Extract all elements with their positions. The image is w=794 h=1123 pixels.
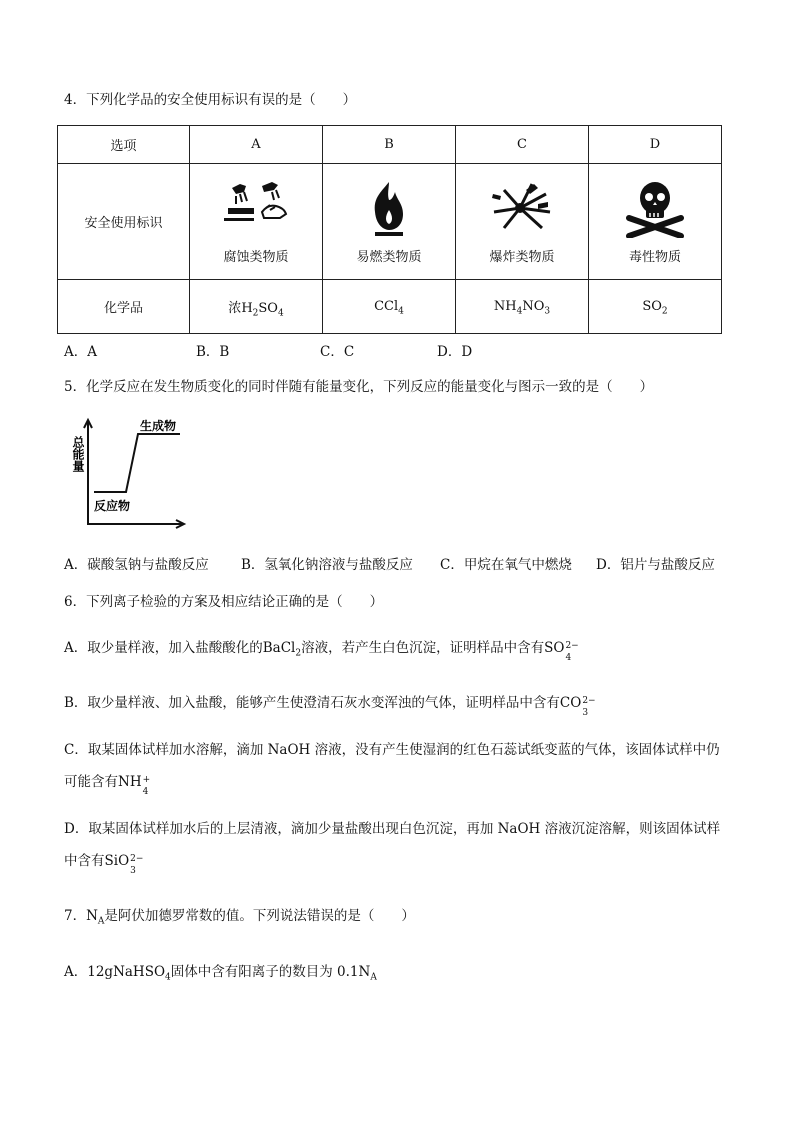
skull-crossbones-icon	[617, 178, 693, 238]
col-c: C	[456, 126, 589, 164]
corrosive-icon	[218, 178, 294, 238]
explosion-icon	[484, 178, 560, 238]
q6-option-a: A．取少量样液，加入盐酸酸化的BaCl$_2$溶液，若产生白色沉淀，证明样品中含有SO 2− 4	[64, 640, 579, 663]
col-b: B	[323, 126, 456, 164]
sign-cell-d	[589, 164, 722, 280]
reactant-label: 反应物	[94, 499, 131, 513]
col-d: D	[589, 126, 722, 164]
q5-stem: 5．化学反应在发生物质变化的同时伴随有能量变化，下列反应的能量变化与图示一致的是（ ）	[64, 379, 654, 395]
header-label: 选项	[58, 126, 190, 164]
flame-icon	[351, 178, 427, 238]
sign-cell-b	[323, 164, 456, 280]
sign-caption-d: 毒性物质	[628, 250, 681, 265]
q5-option-d: D．铝片与盐酸反应	[596, 557, 715, 573]
chem-row-label: 化学品	[58, 280, 190, 334]
q6-stem: 6．下列离子检验的方案及相应结论正确的是（ ）	[64, 594, 384, 610]
chem-b: CCl$_4$	[323, 280, 456, 334]
q4-option-b: B．B	[196, 344, 230, 360]
q4-option-c: C．C	[320, 344, 355, 360]
q7-option-a: A．12gNaHSO$_4$固体中含有阳离子的数目为 $0.1N_A$	[64, 964, 377, 983]
q5-option-a: A．碳酸氢钠与盐酸反应	[64, 557, 209, 573]
q7-stem: 7．$N_A$是阿伏加德罗常数的值。下列说法错误的是（ ）	[64, 908, 415, 927]
energy-diagram	[64, 412, 194, 536]
sign-cell-c	[456, 164, 589, 280]
q4-table	[57, 125, 722, 334]
sign-caption-b: 易燃类物质	[356, 250, 422, 265]
q4-option-d: D．D	[437, 344, 473, 360]
chem-d: $SO_2$	[589, 280, 722, 334]
q5-option-c: C．甲烷在氧气中燃烧	[440, 557, 572, 573]
q5-option-b: B．氢氧化钠溶液与盐酸反应	[241, 557, 413, 573]
q6-option-c-line1: C．取某固体试样加水溶解，滴加 NaOH 溶液，没有产生使湿润的红色石蕊试纸变蓝的气体，该固体试样中仍	[64, 742, 720, 758]
chem-a: 浓$H_2SO_4$	[190, 280, 323, 334]
sign-caption-c: 爆炸类物质	[489, 250, 555, 265]
q6-option-d-line2: 中含有SiO 2− 3	[64, 853, 144, 876]
q4-stem: 4．下列化学品的安全使用标识有误的是（ ）	[64, 92, 357, 108]
y-axis-label: 总能量	[71, 436, 85, 472]
q4-option-a: A．A	[64, 344, 97, 360]
sign-caption-a: 腐蚀类物质	[223, 250, 289, 265]
q6-option-d-line1: D．取某固体试样加水后的上层清液，滴加少量盐酸出现白色沉淀，再加 NaOH 溶液沉淀溶解，则该固体试样	[64, 821, 721, 837]
product-label: 生成物	[140, 419, 177, 433]
q6-option-b: B．取少量样液、加入盐酸，能够产生使澄清石灰水变浑浊的气体，证明样品中含有CO 2− 3	[64, 695, 596, 718]
chem-c: $NH_4NO_3$	[456, 280, 589, 334]
sign-cell-a	[190, 164, 323, 280]
sign-row-label: 安全使用标识	[58, 164, 190, 280]
q6-option-c-line2: 可能含有NH + 4	[64, 774, 151, 797]
col-a: A	[190, 126, 323, 164]
